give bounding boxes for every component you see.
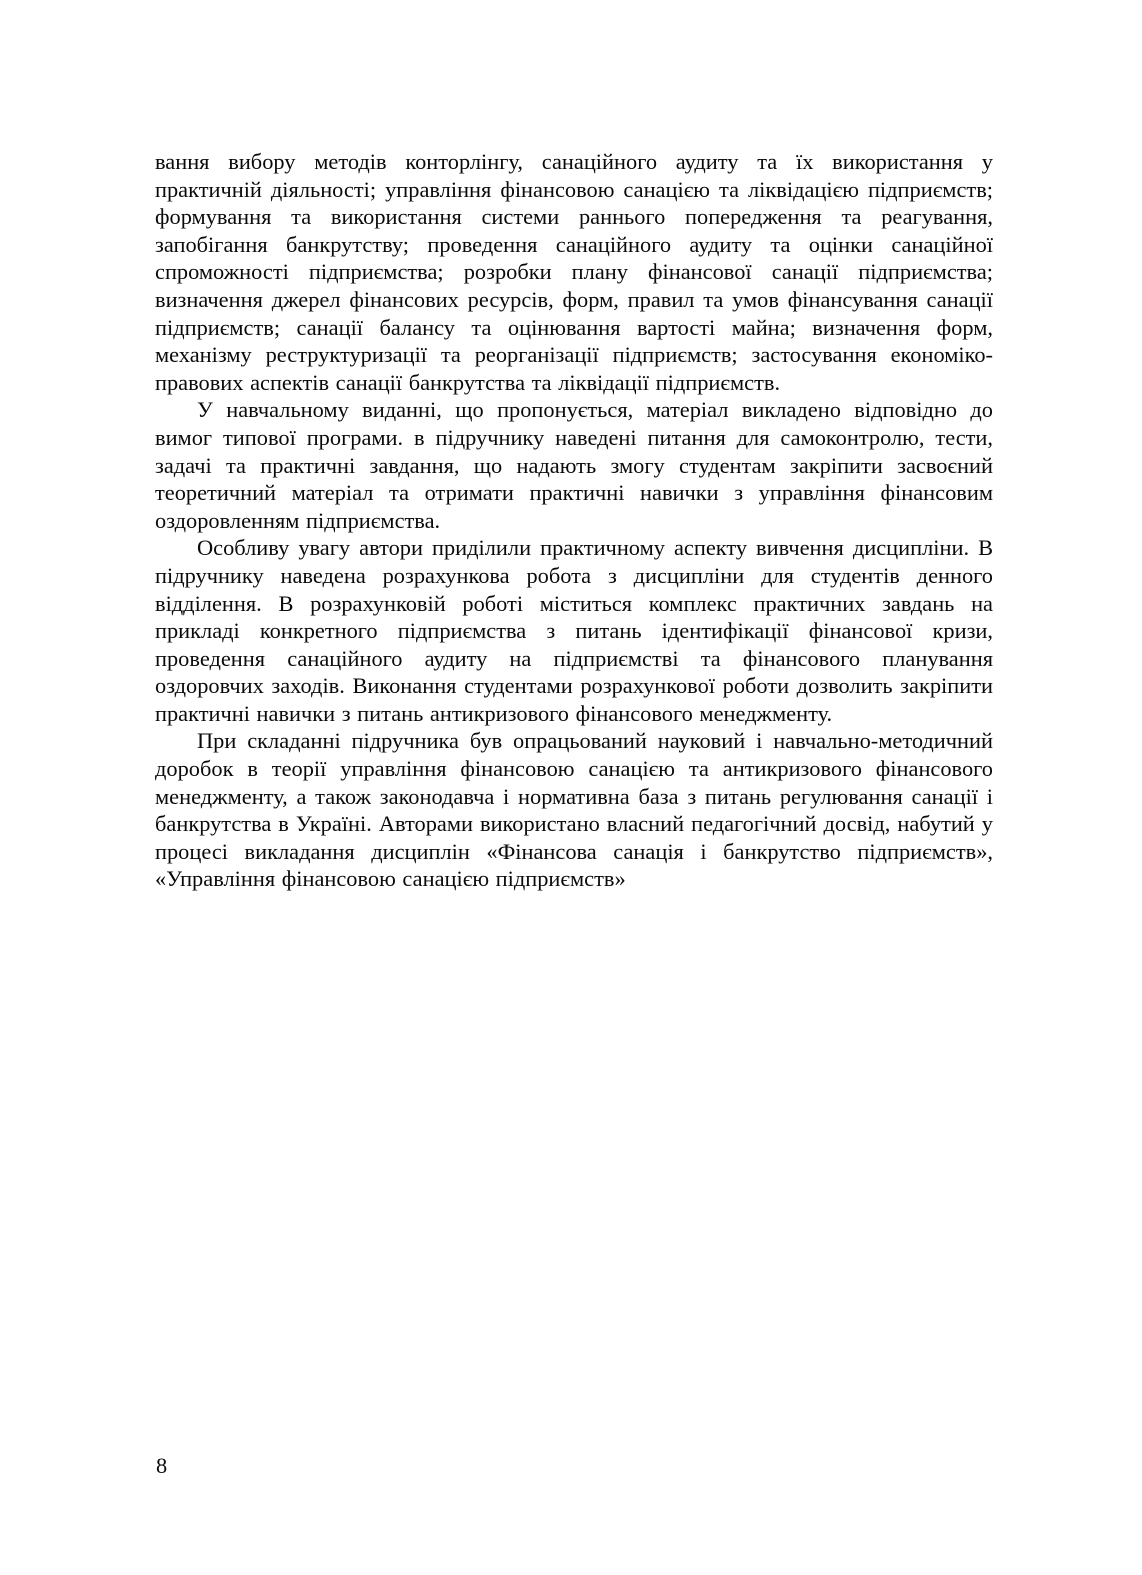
page-number: 8 (156, 1453, 168, 1478)
paragraph: При складанні підручника був опрацьований науковий і навчально-методичний доробок в теорії управління фінансовою санацією та антикризового фінансового менеджменту, а також законодавча і нормативна база з питань регулювання санації і банкрутства в Україні. Авторами використано власний педагогічний досвід, набутий у процесі викладання дисциплін «Фінансова санація і банкрутство підприємств», «Управління фінансовою санацією підприємств» (155, 728, 993, 892)
paragraph-continuation: вання вибору методів конторлінгу, санаційного аудиту та їх використання у практичній діяльності; управління фінансовою санацією та ліквідацією підприємств; формування та використання системи раннього попередження та реагування, запобігання банкрутству; проведення санаційного аудиту та оцінки санаційної спроможності підприємства; розробки плану фінансової санації підприємства; визначення джерел фінансових ресурсів, форм, правил та умов фінансування санації підприємств; санації балансу та оцінювання вартості майна; визначення форм, механізму реструктуризації та реорганізації підприємств; застосування економіко-правових аспектів санації банкрутства та ліквідації підприємств. (155, 149, 993, 395)
paragraph: У навчальному виданні, що пропонується, матеріал викладено відповідно до вимог типової програми. в підручнику наведені питання для самоконтролю, тести, задачі та практичні завдання, що надають змогу студентам закріпити засвоєний теоретичний матеріал та отримати практичні навички з управління фінансовим оздоровленням підприємства. (155, 397, 993, 533)
paragraph: Особливу увагу автори приділили практичному аспекту вивчення дисципліни. В підручнику наведена розрахункова робота з дисципліни для студентів денного відділення. В розрахунковій роботі міститься комплекс практичних завдань на прикладі конкретного підприємства з питань ідентифікації фінансової кризи, проведення санаційного аудиту на підприємстві та фінансового планування оздоровчих заходів. Виконання студентами розрахункової роботи дозволить закріпити практичні навички з питань антикризового фінансового менеджменту. (155, 535, 993, 726)
body-text (155, 148, 993, 893)
